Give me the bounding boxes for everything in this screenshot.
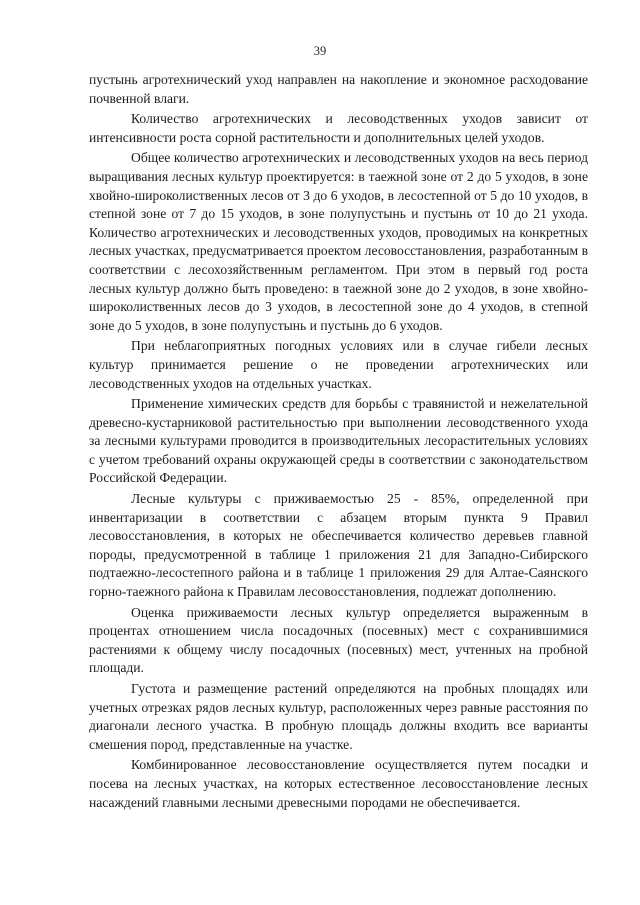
page-number: 39 (313, 44, 327, 58)
paragraph-continuation: пустынь агротехнический уход направлен на накопление и экономное расходование почвенной влаги. (89, 72, 588, 106)
paragraph: При неблагоприятных погодных условиях или в случае гибели лесных культур принимается решение о не проведении агротехнических или лесоводственных уходов на отдельных участках. (89, 338, 588, 391)
document-body (89, 71, 588, 812)
paragraph: Оценка приживаемости лесных культур определяется выраженным в процентах отношением числа посадочных (посевных) мест с сохранившимися растениями к общему числу посадочных (посевных) мест, учтенных на пробной площади. (89, 604, 588, 676)
paragraph: Количество агротехнических и лесоводственных уходов зависит от интенсивности роста сорной растительности и дополнительных целей уходов. (89, 111, 588, 145)
paragraph: Лесные культуры с приживаемостью 25 - 85%, определенной при инвентаризации в соответствии с абзацем вторым пункта 9 Правил лесовосстановления, в которых не обеспечивается количество деревьев главной породы, предусмотренной в таблице 1 приложения 21 для Западно-Сибирского подтаежно-лесостепного района и в таблице 1 приложения 29 для Алтае-Саянского горно-таежного района к Правилам лесовосстановления, подлежат дополнению. (89, 491, 588, 600)
paragraph: Комбинированное лесовосстановление осуществляется путем посадки и посева на лесных участках, на которых естественное лесовосстановление лесных насаждений главными лесными древесными породами не обеспечивается. (89, 757, 588, 810)
paragraph: Густота и размещение растений определяются на пробных площадях или учетных отрезках рядов лесных культур, расположенных через равные расстояния по диагонали лесного участка. В пробную площадь должны входить все варианты смешения пород, представленные на участке. (89, 681, 588, 752)
paragraph: Применение химических средств для борьбы с травянистой и нежелательной древесно-кустарниковой растительностью при выполнении лесоводственного ухода за лесными культурами проводится в производительных лесорастительных условиях с учетом требований охраны окружающей среды в соответствии с законодательством Российской Федерации. (89, 396, 588, 486)
paragraph: Общее количество агротехнических и лесоводственных уходов на весь период выращивания лесных культур проектируется: в таежной зоне от 2 до 5 уходов, в зоне хвойно-широколиственных лесов от 3 до 6 уходов, в лесостепной от 5 до 10 уходов, в степной зоне от 7 до 15 уходов, в зоне полупустынь и пустынь от 10 до 21 ухода. Количество агротехнических и лесоводственных уходов, проводимых на конкретных лесных участках, предусматривается проектом лесовосстановления, разработанным в соответствии с лесохозяйственным регламентом. При этом в первый год роста лесных культур должно быть проведено: в таежной зоне до 2 уходов, в зоне хвойно-широколиственных лесов до 3 уходов, в лесостепной зоне до 4 уходов, в степной зоне до 5 уходов, в зоне полупустынь и пустынь до 6 уходов. (89, 150, 588, 333)
